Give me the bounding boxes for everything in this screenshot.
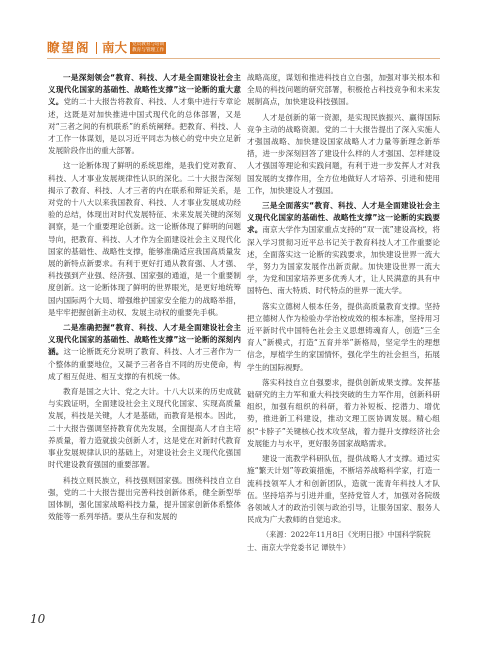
paragraph-text: 落实科技自立自强要求，提供创新成果支撑。发挥基础研究的主力军和重大科技突破的生力军作用，创新科研组织，加强有组织的科研，着力补短板、挖潜力、增优势，推进新工科建设，推动文理工医协调发展。精心组织“卡脖子”关键核心技术攻坚战，着力提升支撑经济社会发展能力与水平，更好服务国家战略需求。 <box>247 377 440 448</box>
page-number: 10 <box>30 612 46 626</box>
paragraph-text: 科技立则民族立，科技强则国家强。围绕科技自立自强，党的二十大报告提出完善科技创新体系，健全新型举国体制，强化国家战略科技力量，提升国家创新体系整体效能等一系列举措。要从生存和发展的 <box>48 475 241 522</box>
body-paragraph <box>48 386 241 471</box>
paragraph-text: 这一论断既充分说明了教育、科技、人才三者作为一个整体的重要地位，又凝予三者各自不同的历史使命，构成了相互促进、相互支撑的有机统一体。 <box>48 347 241 381</box>
paragraph-text: 建设一流教学科研队伍，提供战略人才支撑。通过实施“繁天计划”等政策措施，不断培养战略科学家，打造一流科技领军人才和创新团队，造就一流青年科技人才队伍。坚持培养与引进并重，坚持党管人才，加强对各院级各领域人才的政治引领与政治引导，让服务国家、服务人民成为广大教师的自觉追求。 <box>247 454 440 525</box>
running-header <box>47 40 166 56</box>
body-paragraph <box>247 377 440 450</box>
header-rule <box>47 58 440 59</box>
paragraph-text: 党的二十大报告将教育、科技、人才集中进行专章论述，这既是对加快推进中国式现代化的总体部署，又是对“三者之间的有机联系”的系统阐释。把教育、科技、人才工作一体谋划，是以习近平同志为核心的党中央立足新发展阶段作出的重大部署。 <box>48 97 241 156</box>
body-paragraph <box>247 301 440 374</box>
paragraph-text: 人才是创新的第一资源，是实现民族振兴、赢得国际竞争主动的战略资源。党的二十大报告提出了深入实施人才强国战略、加快建设国家战略人才力量等新理念新举措，进一步深刻回答了建设什么样的人才强国、怎样建设人才强国等理论和实践问题，有利于进一步发挥人才对我国发展的支撑作用，全方位地做好人才培养、引进和使用工作，加快建设人才强国。 <box>247 112 440 195</box>
paragraph-text: 教育是国之大计、党之大计。十八大以来的历史成就与实践证明，全面建设社会主义现代化国家、实现高质量发展，科技是关键，人才是基础，而教育是根本。因此，二十大报告强调坚持教育优先发展，全面提高人才自主培养质量，着力造就拔尖创新人才，这是党在对新时代教育事业发展规律认识的基础上，对建设社会主义现代化强国时代建设教育强国的重要部署。 <box>48 387 241 470</box>
brand-badge-line: 党员教育与培训 <box>132 41 165 47</box>
left-text-column <box>48 72 241 526</box>
column-title: 瞭望阁 <box>47 40 91 55</box>
brand-badge-line: 教育与管理工作 <box>132 48 165 53</box>
paragraph-lead: 三是全面落实“教育、科技、人才是全面建设社会主义现代化国家的基础性、战略性支撑”这一论断的实践要求。 <box>247 201 440 235</box>
body-paragraph <box>247 200 440 298</box>
paragraph-lead: 一是深刻领会“教育、科技、人才是全面建设社会主义现代化国家的基础性、战略性支撑”这一论断的重大意义。 <box>48 73 241 107</box>
article-source: （来源：2022年11月8日《光明日报》中国科学院院士、南京大学党委书记 谭铁牛） <box>247 530 431 552</box>
body-paragraph <box>48 160 241 319</box>
body-paragraph <box>48 475 241 524</box>
body-paragraph <box>48 72 241 157</box>
header-separator <box>96 42 98 54</box>
paragraph-text: 战略高度，谋划和推进科技自立自强，加强对事关根本和全局的科技问题的研究部署，积极抢占科技竞争和未来发展制高点，加快建设科技强国。 <box>247 73 440 107</box>
body-paragraph <box>247 112 440 197</box>
brand-badge <box>130 42 166 55</box>
right-text-column <box>247 72 440 554</box>
paragraph-text: 南京大学作为国家重点支持的“双一流”建设高校，将深入学习贯彻习近平总书记关于教育科技人才工作重要论述，全面落实这一论断的实践要求，加快建设世界一流大学，努力为国家发展作出新贡献。加快建设世界一流大学，为党和国家培养更多优秀人才，让人民满意的具有中国特色、南大特质、时代特点的世界一流大学。 <box>247 225 440 296</box>
body-paragraph <box>48 322 241 383</box>
paragraph-text: 落实立德树人根本任务，提供高质量教育支撑。坚持把立德树人作为检验办学治校成效的根本标准，坚持用习近平新时代中国特色社会主义思想铸魂育人，创造“三全育人”新模式，打造“五育并举”新格局，坚定学生的理想信念，厚植学生的家国情怀，强化学生的社会担当，拓展学生的国际视野。 <box>247 301 440 372</box>
paragraph-lead: 二是准确把握“教育、科技、人才是全面建设社会主义现代化国家的基础性、战略性支撑”这一论断的深刻内涵。 <box>48 323 241 357</box>
body-paragraph <box>247 72 440 109</box>
brand-name: 南大 <box>102 40 128 55</box>
paragraph-text: 这一论断体现了鲜明的系统思维，是我们党对教育、科技、人才事业发展规律性认识的深化。二十大报告深刻揭示了教育、科技、人才三者的内在联系和辩证关系，是对党的十八大以来我国教育、科技、人才事业发展成功经验的总结，体现出对时代发展特征、未来发展关键的深刻洞察，是一个重要理论创新。这一论断体现了鲜明的问题导向，把教育、科技、人才作为全面建设社会主义现代化国家的基础性、战略性支撑，能够准确适应我国高质量发展的新特点新要求。有利于更好打通从教育强、人才强、科技强到产业强、经济强、国家强的通道，是一个重要制度创新。这一论断体现了鲜明的世界眼光，是更好地统筹国内国际两个大局、增强维护国家安全能力的战略举措，是牢牢把握创新主动权、发展主动权的重要先手棋。 <box>48 161 241 317</box>
body-paragraph <box>247 453 440 526</box>
